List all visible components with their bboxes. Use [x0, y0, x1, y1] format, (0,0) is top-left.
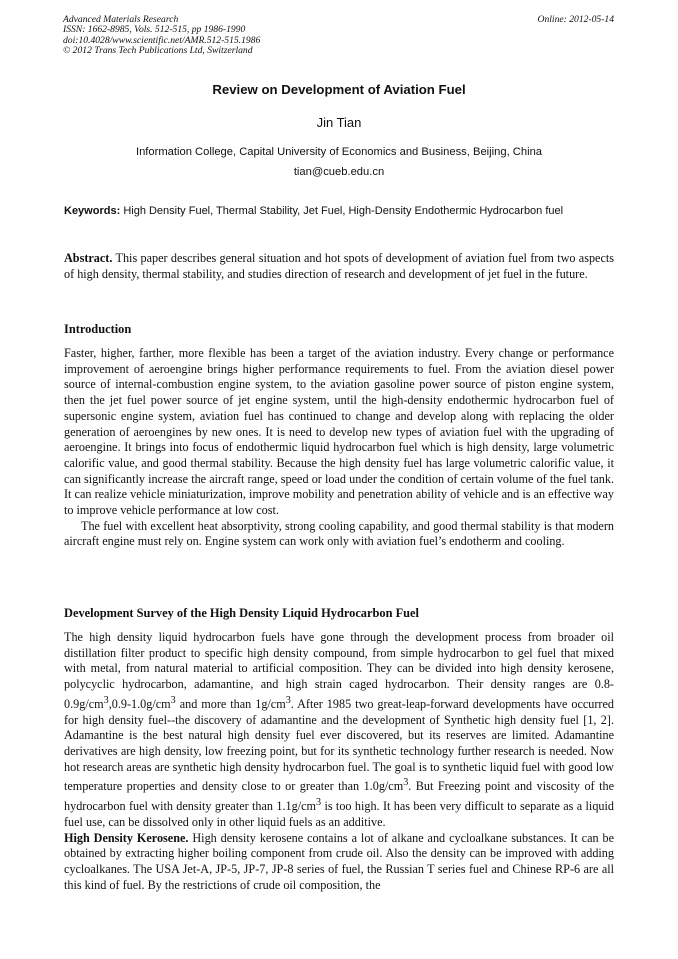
kerosene-text: High density kerosene contains a lot of alkane and cycloalkane substances. It can be obtained by extracting higher boiling component from crude oil. Also the density can be improved with adding cycloalkanes. The USA Jet-A, JP-5, JP-7, JP-8 series of fuel, the Russian T series fuel and Chinese RP-6 are all this kind of fuel. By the restrictions of crude oil composition, the	[64, 830, 615, 892]
survey-text-c: and more than 1g/cm	[175, 696, 286, 711]
introduction-body	[64, 346, 614, 550]
survey-text-a: The high density liquid hydrocarbon fuels have gone through the development process from broader oil distillation filter product to specific high density compound, from simple hydrocarbon to gel fuel that mixed with metal, from natural material to artificial composition. They can be divided into high density kerosene, polycyclic hydrocarbon, adamantine, and high strain caged hydrocarbon. Their density ranges are 0.8-0.9g/cm	[64, 630, 614, 711]
survey-body	[64, 630, 614, 893]
keywords-text: High Density Fuel, Thermal Stability, Jet Fuel, High-Density Endothermic Hydrocarbon fuel	[123, 205, 564, 217]
journal-header	[63, 15, 260, 57]
introduction-heading: Introduction	[64, 322, 132, 336]
superscript: 3	[403, 777, 409, 789]
survey-text-e: . But Freezing point and viscosity of the hydrocarbon fuel with density greater than 1.1g/cm	[64, 779, 614, 814]
survey-heading: Development Survey of the High Density Liquid Hydrocarbon Fuel	[64, 606, 419, 620]
kerosene-label: High Density Kerosene.	[64, 830, 189, 845]
survey-paragraph-1	[64, 630, 614, 831]
author-email: tian@cueb.edu.cn	[293, 166, 385, 178]
paper-title: Review on Development of Aviation Fuel	[212, 82, 466, 97]
superscript: 3	[285, 694, 291, 706]
survey-text-f: is too high. It has been very difficult to separate as a liquid fuel use, can be dissolved only in other liquid fuels as an additive.	[64, 799, 614, 829]
survey-paragraph-2	[64, 831, 614, 894]
superscript: 3	[103, 694, 109, 706]
abstract	[64, 251, 614, 282]
introduction-paragraph-2: The fuel with excellent heat absorptivity, strong cooling capability, and good thermal stability is that modern aircraft engine must rely on. Engine system can work only with aviation fuel’s endotherm and cooling.	[64, 518, 614, 549]
introduction-paragraph-1: Faster, higher, farther, more flexible has been a target of the aviation industry. Every change or performance improvement of aeroengine brings higher performance requirements to fuel. From the aviation diesel power source of internal-combustion engine system, to the aviation gasoline power source of piston engine system, then the jet fuel power source of jet engine system, until the high-density endothermic hydrocarbon fuel of supersonic engine system, aviation fuel has continued to change and develop along with replacing the older generation of aeroengines by new ones. It is need to develop new types of aviation fuel with the upgrading of aeroengine. It brings into focus of endothermic liquid hydrocarbon fuel which is high density, large volumetric calorific value, and good thermal stability. Because the high density fuel has large volumetric calorific value, it can significantly increase the aircraft range, speed or load under the condition of certain volume of the fuel tank. It can realize vehicle miniaturization, improve mobility and penetration ability of vehicle and is an effective way to improve vehicle performance at low cost.	[64, 346, 614, 518]
keywords-label: Keywords:	[64, 205, 121, 217]
keywords	[64, 205, 617, 218]
copyright-line: © 2012 Trans Tech Publications Ltd, Switzerland	[63, 45, 253, 57]
survey-text-d: . After 1985 two great-leap-forward developments have occurred for high density fuel--the discovery of adamantine and the development of Synthetic high density fuel [1, 2]. Adamantine is the best natural high density fuel ever discovered, but its reserves are limited. Adamantine derivatives are high density, low freezing point, but for its synthetic technology further research is needed. Now hot research areas are synthetic high density hydrocarbon fuel. The goal is to synthetic liquid fuel with good low temperature properties and density close to or greater than 1.0g/cm	[64, 696, 614, 794]
doi-line: doi:10.4028/www.scientific.net/AMR.512-515.1986	[63, 34, 261, 46]
superscript: 3	[316, 797, 322, 809]
journal-name: Advanced Materials Research	[63, 14, 179, 25]
survey-text-b: ,0.9-1.0g/cm	[108, 696, 171, 711]
issn-line: ISSN: 1662-8985, Vols. 512-515, pp 1986-1990	[63, 24, 246, 36]
abstract-text: This paper describes general situation and hot spots of development of aviation fuel from two aspects of high density, thermal stability, and studies direction of research and development of jet fuel in the future.	[64, 251, 615, 281]
abstract-label: Abstract.	[64, 251, 113, 265]
superscript: 3	[170, 694, 176, 706]
author-name: Jin Tian	[316, 115, 362, 130]
affiliation: Information College, Capital University of Economics and Business, Beijing, China	[135, 146, 543, 158]
online-date: Online: 2012-05-14	[537, 14, 614, 25]
